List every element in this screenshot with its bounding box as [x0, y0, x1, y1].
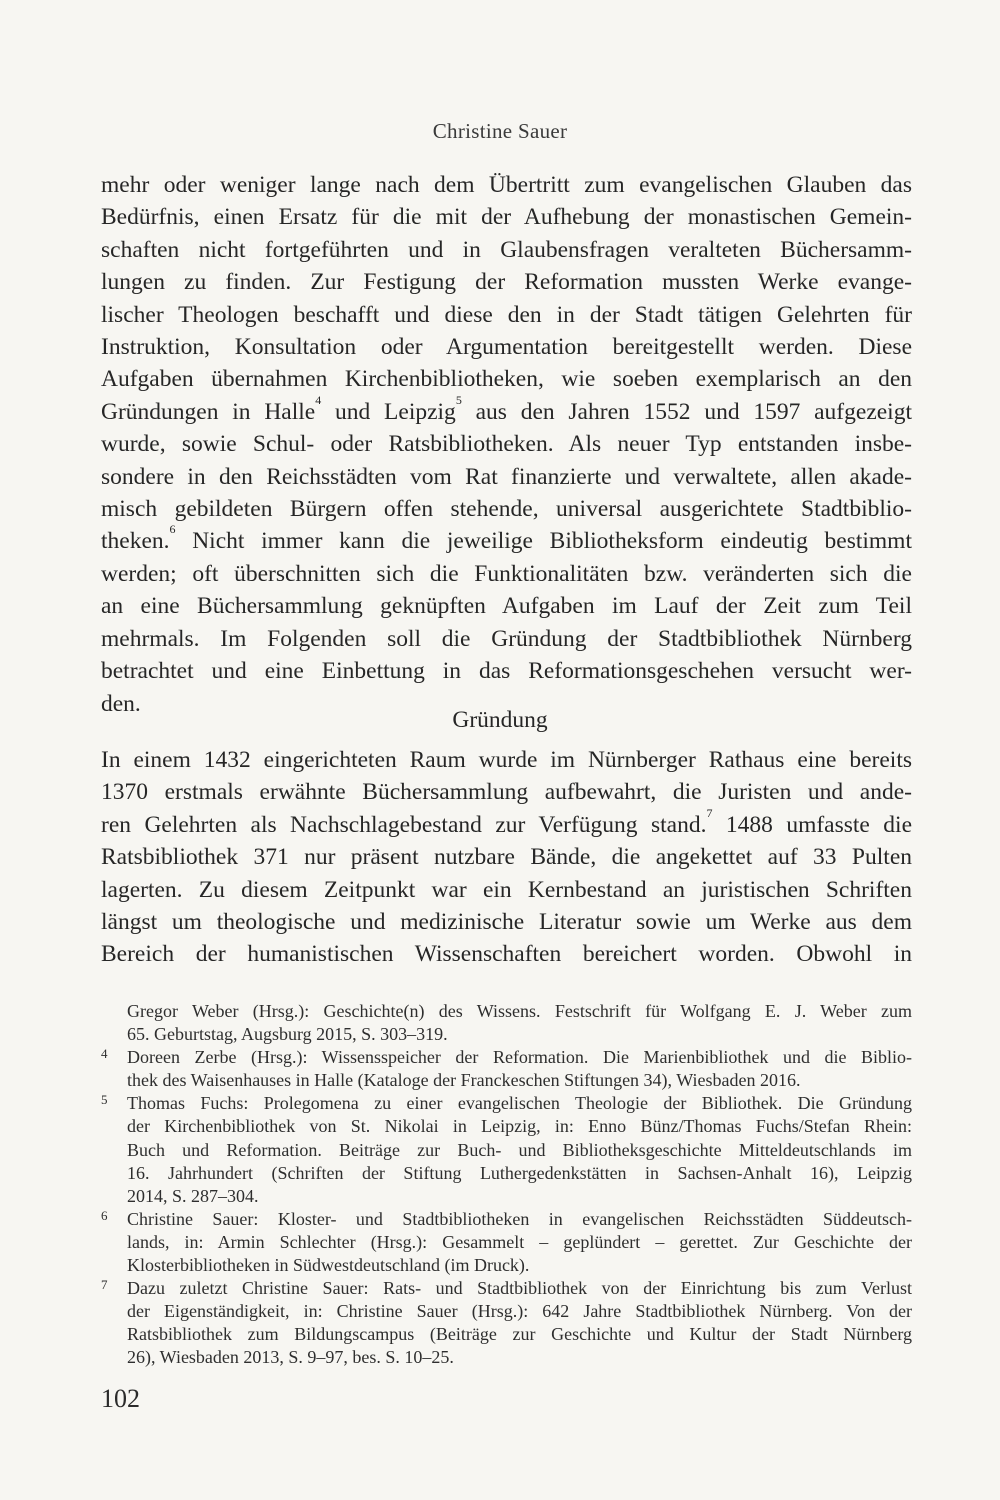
text-line: Aufgaben übernahmen Kirchenbibliotheken, wie soeben exemplarisch an den [101, 366, 912, 393]
text-line: Bereich der humanistischen Wissenschaften bereichert worden. Obwohl in [101, 941, 912, 968]
footnote-ref-7[interactable]: 7 [706, 805, 713, 820]
footnote-line: 26), Wiesbaden 2013, S. 9–97, bes. S. 10–25. [127, 1347, 454, 1368]
text-line: Bedürfnis, einen Ersatz für die mit der Aufhebung der monastischen Gemein- [101, 204, 912, 231]
footnote-line: der Eigenständigkeit, in: Christine Sauer (Hrsg.): 642 Jahre Stadtbibliothek Nürnberg. Von der [127, 1301, 912, 1322]
footnote-line: 65. Geburtstag, Augsburg 2015, S. 303–319. [127, 1024, 448, 1045]
text-line: lungen zu finden. Zur Festigung der Reformation mussten Werke evange- [101, 269, 912, 296]
footnote-7 [101, 1277, 912, 1369]
text-segment: aus den Jahren 1552 und 1597 aufgezeigt [461, 398, 912, 425]
text-line: 1370 erstmals erwähnte Büchersammlung aufbewahrt, die Juristen und ande- [101, 779, 912, 806]
text-line: den. [101, 690, 141, 717]
footnote-line: Dazu zuletzt Christine Sauer: Rats- und Stadtbibliothek von der Einrichtung bis zum Verlust [127, 1278, 912, 1299]
footnote-line: Gregor Weber (Hrsg.): Geschichte(n) des Wissens. Festschrift für Wolfgang E. J. Weber zum [127, 1001, 912, 1021]
text-line: lagerten. Zu diesem Zeitpunkt war ein Kernbestand an juristischen Schriften [101, 876, 912, 903]
running-head: Christine Sauer [432, 119, 568, 143]
footnote-continuation [101, 1000, 912, 1046]
footnote-ref-5[interactable]: 5 [455, 392, 462, 407]
footnote-line: thek des Waisenhauses in Halle (Kataloge der Franckeschen Stiftungen 34), Wiesbaden 2016. [127, 1070, 801, 1091]
footnote-line: 2014, S. 287–304. [127, 1185, 259, 1206]
footnote-line: der Kirchenbibliothek von St. Nikolai in Leipzig, in: Enno Bünz/Thomas Fuchs/Stefan Rhein: [127, 1116, 912, 1137]
text-segment: theken. [101, 528, 170, 555]
text-line: mehrmals. Im Folgenden soll die Gründung der Stadtbibliothek Nürnberg [101, 625, 912, 652]
footnote-ref-4[interactable]: 4 [315, 392, 322, 407]
text-line: Ratsbibliothek 371 nur präsent nutzbare Bände, die angekettet auf 33 Pulten [101, 844, 912, 871]
footnote-line: Buch und Reformation. Beiträge zur Buch- und Bibliotheksgeschichte Mitteldeutschlands im [127, 1139, 912, 1160]
text-line: betrachtet und eine Einbettung in das Reformationsgeschehen versucht wer- [101, 658, 912, 685]
text-segment: Gründungen in Halle [101, 398, 316, 425]
footnote-ref-6[interactable]: 6 [169, 522, 176, 537]
footnote-line: Ratsbibliothek zum Bildungscampus (Beiträge zur Geschichte und Kultur der Stadt Nürnberg [127, 1324, 912, 1345]
footnotes [101, 1000, 912, 1370]
text-segment: und Leipzig [321, 398, 456, 425]
footnote-line: Christine Sauer: Kloster- und Stadtbibliotheken in evangelischen Reichsstädten Süddeutsch- [127, 1208, 912, 1229]
footnote-5 [101, 1092, 912, 1207]
footnote-line: lands, in: Armin Schlechter (Hrsg.): Gesammelt – geplündert – gerettet. Zur Geschichte der [127, 1231, 912, 1252]
footnote-line: Klosterbibliotheken in Südwestdeutschland (im Druck). [127, 1255, 530, 1276]
paragraph-intro [101, 169, 912, 720]
text-segment: ren Gelehrten als Nachschlagebestand zur Verfügung stand. [101, 811, 707, 838]
text-line: schaften nicht fortgeführten und in Glaubensfragen veralteten Büchersamm- [101, 236, 912, 263]
paragraph-gruendung [101, 744, 912, 971]
text-line [101, 805, 912, 841]
footnote-number: 4 [101, 1046, 108, 1062]
footnote-4 [101, 1046, 912, 1092]
text-line: In einem 1432 eingerichteten Raum wurde im Nürnberger Rathaus eine bereits [101, 747, 912, 773]
page-number: 102 [101, 1384, 140, 1413]
text-line: Instruktion, Konsultation oder Argumentation bereitgestellt werden. Diese [101, 334, 912, 361]
text-line: wurde, sowie Schul- oder Ratsbibliotheken. Als neuer Typ entstanden insbe- [101, 431, 912, 458]
text-line [101, 392, 912, 428]
text-line: mehr oder weniger lange nach dem Übertritt zum evangelischen Glauben das [101, 172, 912, 198]
footnote-number: 5 [101, 1092, 108, 1108]
text-line: werden; oft überschnitten sich die Funktionalitäten bzw. veränderten sich die [101, 560, 912, 587]
text-line: sondere in den Reichsstädten vom Rat finanzierte und verwaltete, allen akade- [101, 463, 912, 490]
footnote-line: Doreen Zerbe (Hrsg.): Wissensspeicher der Reformation. Die Marienbibliothek und die Biblio- [127, 1047, 912, 1068]
text-line: misch gebildeten Bürgern offen stehende, universal ausgerichtete Stadtbiblio- [101, 496, 912, 523]
footnote-6 [101, 1208, 912, 1277]
text-line: an eine Büchersammlung geknüpften Aufgaben im Lauf der Zeit zum Teil [101, 593, 912, 620]
text-line: lischer Theologen beschafft und diese den in der Stadt tätigen Gelehrten für [101, 301, 912, 328]
section-heading: Gründung [452, 707, 548, 733]
text-segment: Nicht immer kann die jeweilige Bibliotheksform eindeutig bestimmt [175, 528, 912, 555]
footnote-line: 16. Jahrhundert (Schriften der Stiftung Luthergedenkstätten in Sachsen-Anhalt 16), Leipzig [127, 1162, 912, 1183]
footnote-number: 7 [101, 1277, 108, 1293]
footnote-number: 6 [101, 1207, 108, 1223]
text-line: längst um theologische und medizinische Literatur sowie um Werke aus dem [101, 909, 912, 936]
text-line [101, 522, 912, 557]
footnote-line: Thomas Fuchs: Prolegomena zu einer evangelischen Theologie der Bibliothek. Die Gründung [127, 1093, 912, 1114]
text-segment: 1488 umfasste die [712, 811, 912, 838]
